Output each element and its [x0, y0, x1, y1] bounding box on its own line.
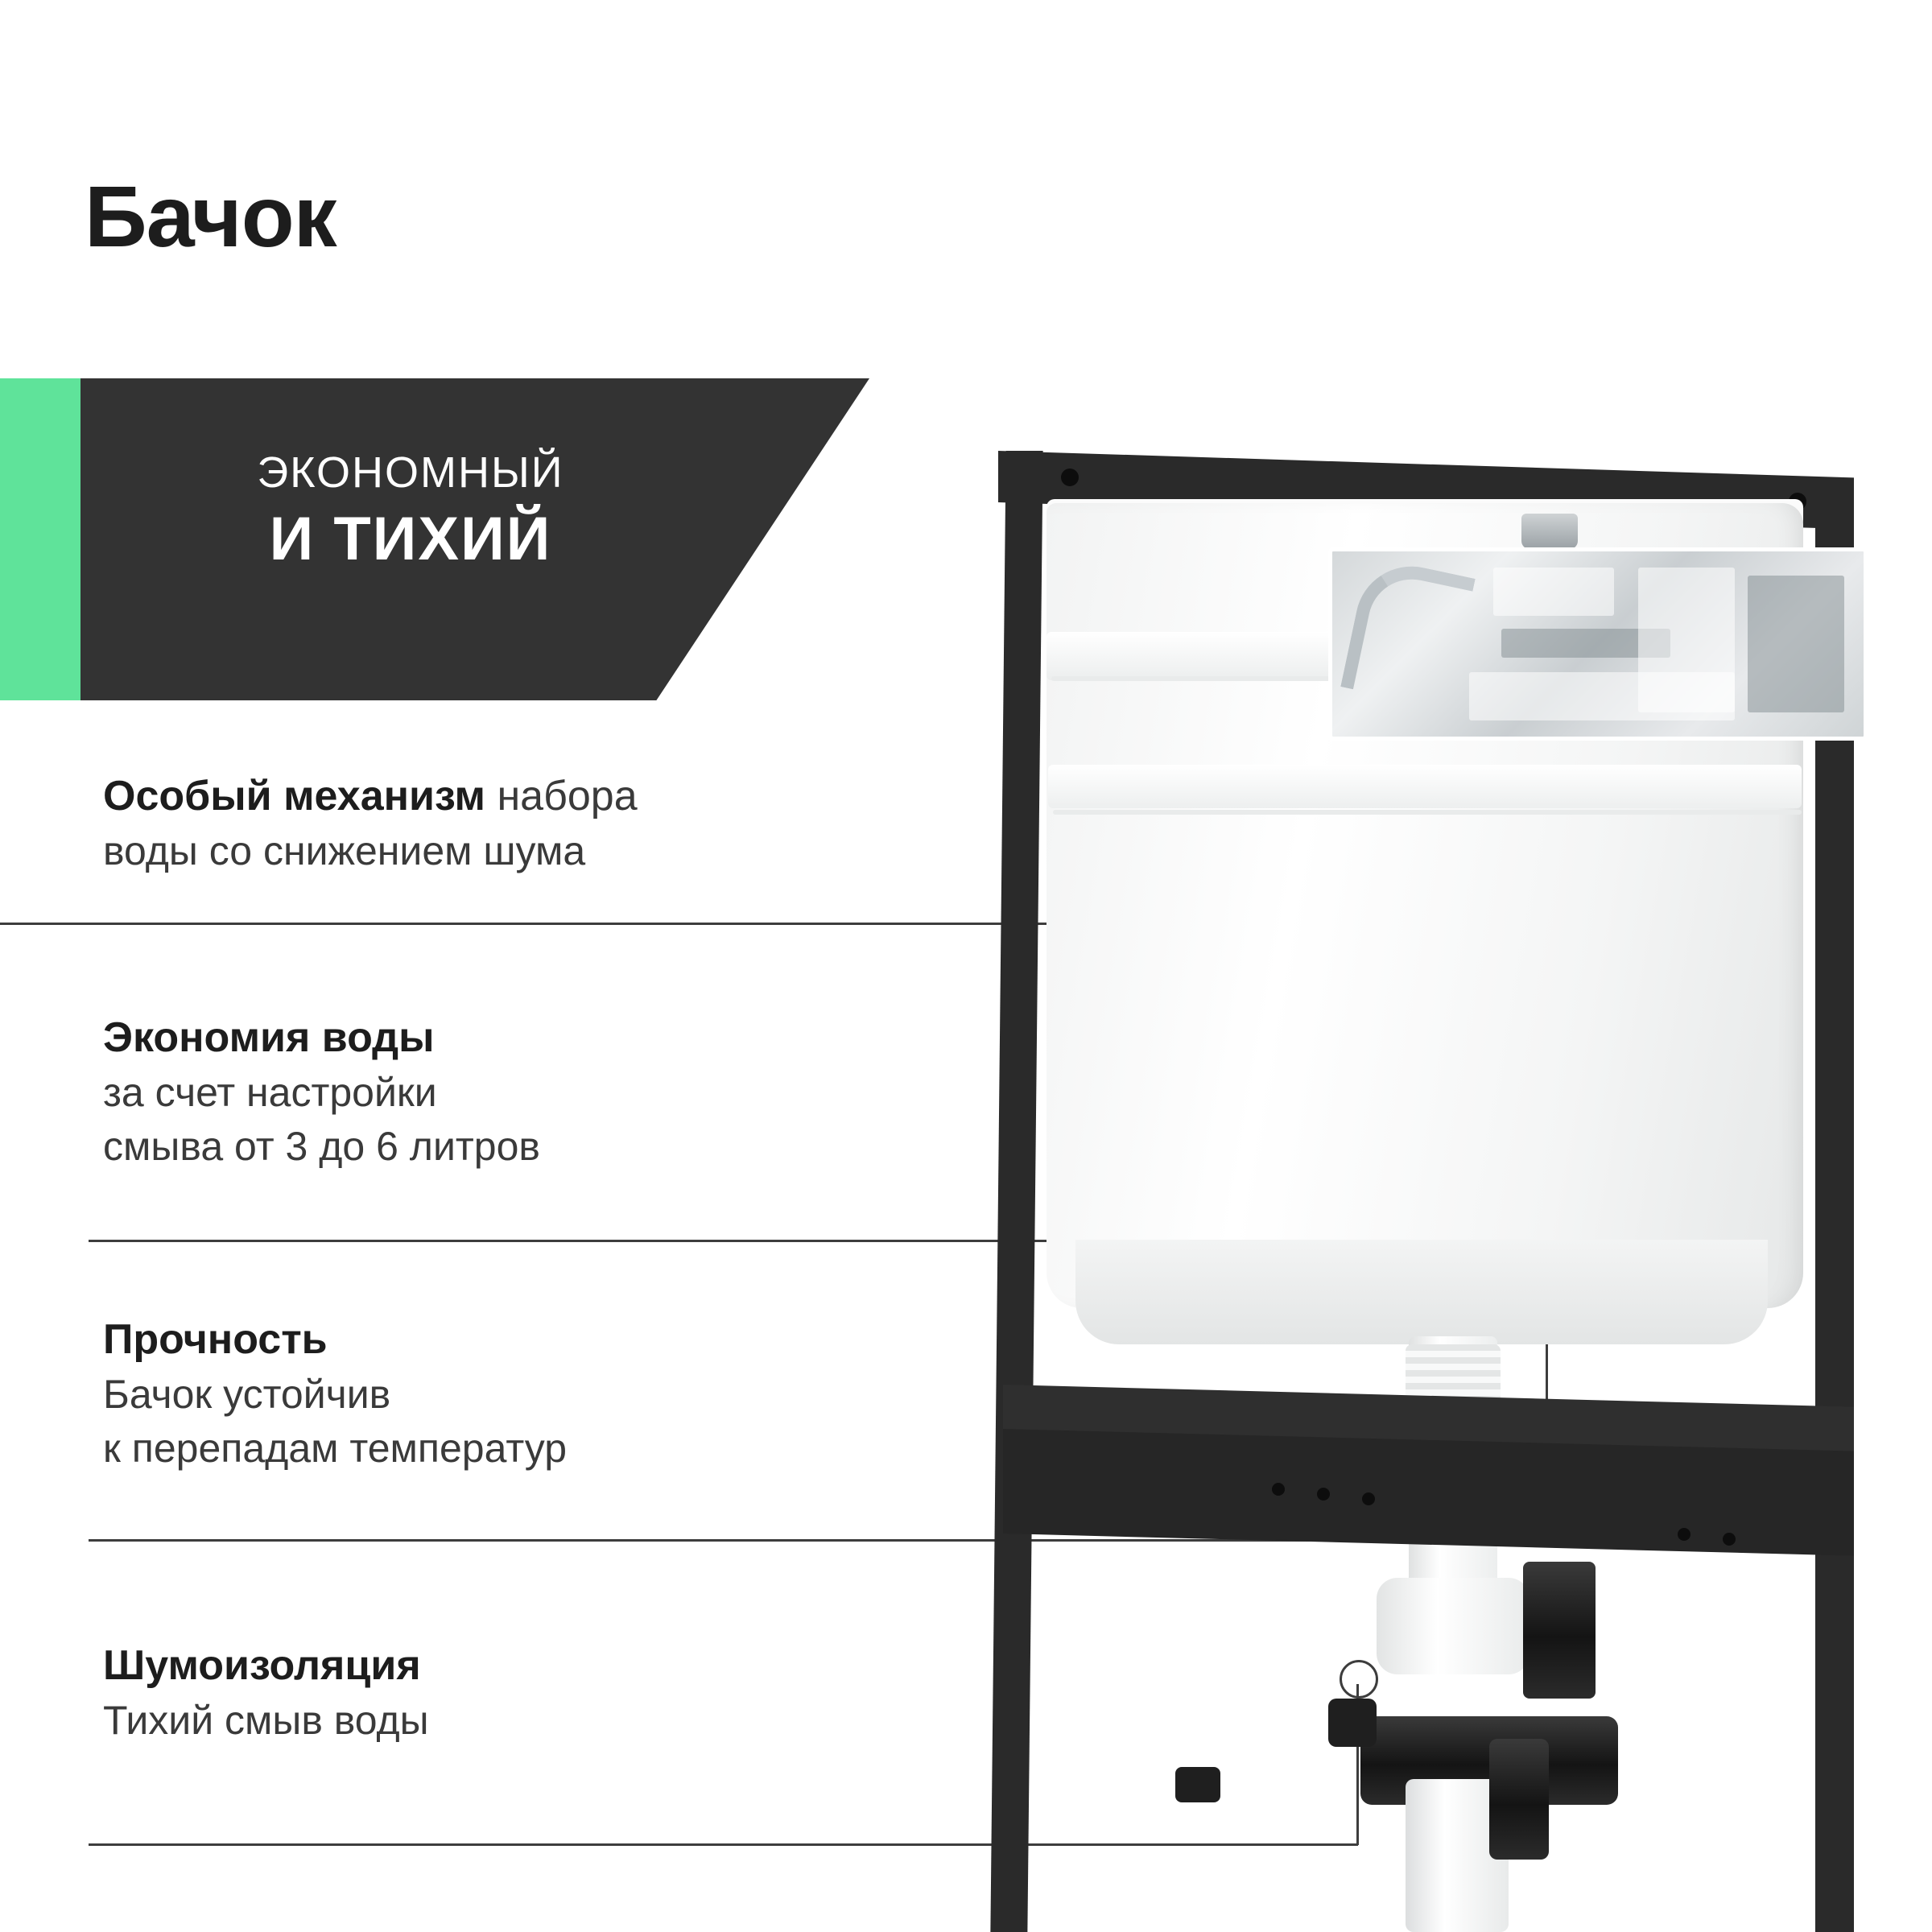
feature-water-saving-body-1: за счет настройки — [103, 1069, 437, 1115]
badge-text — [161, 446, 660, 577]
feature-water-saving — [103, 1010, 956, 1174]
highlight-badge — [0, 378, 877, 700]
feature-mechanism — [103, 769, 956, 878]
black-bracket — [1328, 1699, 1377, 1747]
frame-bolt-mid-2 — [1317, 1488, 1330, 1501]
feature-durability-body-2: к перепадам температур — [103, 1425, 568, 1471]
outlet-collar — [1489, 1739, 1549, 1860]
feature-sound-insulation — [103, 1638, 956, 1748]
frame-bolt-mid-3 — [1362, 1492, 1375, 1505]
badge-line-2: И ТИХИЙ — [269, 504, 552, 573]
black-collar-upper — [1523, 1562, 1596, 1699]
feature-sound-insulation-title: Шумоизоляция — [103, 1642, 421, 1689]
feature-water-saving-body-2: смыва от 3 до 6 литров — [103, 1123, 540, 1169]
product-illustration — [926, 419, 1932, 1932]
black-screw-knob — [1175, 1767, 1220, 1802]
window-part-1 — [1493, 568, 1614, 616]
frame-bolt-mid-5 — [1723, 1533, 1736, 1546]
cistern-bottom — [1075, 1240, 1768, 1344]
feature-water-saving-title: Экономия воды — [103, 1014, 435, 1061]
frame-left-post — [990, 451, 1042, 1932]
feature-durability — [103, 1312, 956, 1476]
window-part-4 — [1748, 576, 1844, 712]
window-part-5 — [1469, 672, 1735, 720]
cistern-lower-step — [1048, 765, 1802, 808]
feature-mechanism-body: воды со снижением шума — [103, 828, 586, 873]
inspection-window — [1328, 547, 1868, 741]
feature-mechanism-title-bold: Особый механизм — [103, 773, 486, 819]
badge-line-1: ЭКОНОМНЫЙ — [257, 448, 564, 497]
feature-mechanism-title-rest: набора — [485, 773, 638, 819]
page-title: Бачок — [85, 167, 336, 265]
frame-bolt-top-left — [1061, 469, 1079, 486]
frame-bolt-mid-1 — [1272, 1483, 1285, 1496]
feature-durability-title: Прочность — [103, 1316, 328, 1363]
pipe-elbow — [1377, 1578, 1530, 1674]
feature-mechanism-title — [103, 769, 956, 824]
valve-cap — [1521, 514, 1578, 549]
feature-durability-body-1: Бачок устойчив — [103, 1371, 391, 1417]
frame-bolt-mid-4 — [1678, 1528, 1690, 1541]
cistern-ridge-2 — [1053, 810, 1802, 815]
feature-sound-insulation-body-1: Тихий смыв воды — [103, 1697, 429, 1743]
